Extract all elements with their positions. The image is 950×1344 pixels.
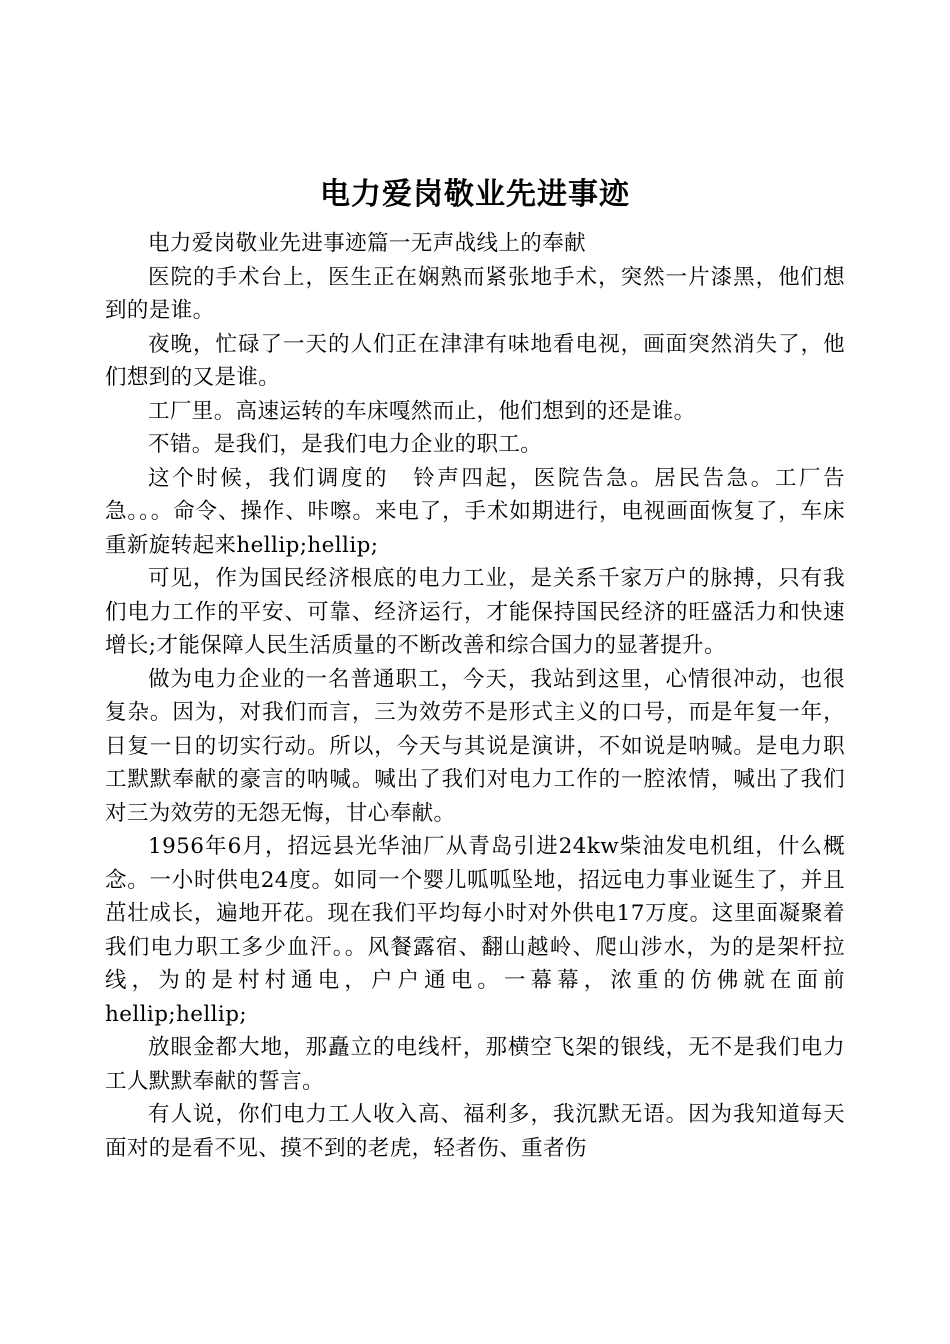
paragraph-4: 工厂里。高速运转的车床嘎然而止，他们想到的还是谁。 (148, 398, 696, 424)
page-title: 电力爱岗敬业先进事迹 (320, 177, 630, 212)
paragraph-2: 医院的手术台上，医生正在娴熟而紧张地手术，突然一片漆黑，他们想到的是谁。 (105, 264, 845, 323)
document-body (105, 227, 845, 1165)
paragraph-1: 电力爱岗敬业先进事迹篇一无声战线上的奉献 (148, 231, 587, 256)
paragraph-8: 做为电力企业的一名普通职工，今天，我站到这里，心情很冲动，也很复杂。因为，对我们而言，三为效劳不是形式主义的口号，而是年复一年，日复一日的切实行动。所以，今天与其说是演讲，不如说是呐喊。是电力职工默默奉献的豪言的呐喊。喊出了我们对电力工作的一腔浓情，喊出了我们对三为效劳的无怨无悔，甘心奉献。 (105, 666, 845, 826)
paragraph-5: 不错。是我们，是我们电力企业的职工。 (148, 432, 543, 457)
paragraph-6: 这个时候，我们调度的 铃声四起，医院告急。居民告急。工厂告急。。。命令、操作、咔嚓。来电了，手术如期进行，电视画面恢复了，车床重新旋转起来hellip;hellip; (105, 465, 845, 558)
paragraph-10: 放眼金都大地，那矗立的电线杆，那横空飞架的银线，无不是我们电力工人默默奉献的誓言。 (105, 1035, 845, 1094)
paragraph-11: 有人说，你们电力工人收入高、福利多，我沉默无语。因为我知道每天面对的是看不见、摸不到的老虎，轻者伤、重者伤 (105, 1102, 845, 1161)
paragraph-3: 夜晚，忙碌了一天的人们正在津津有味地看电视，画面突然消失了，他们想到的又是谁。 (105, 331, 845, 390)
paragraph-7: 可见，作为国民经济根底的电力工业，是关系千家万户的脉搏，只有我们电力工作的平安、可靠、经济运行，才能保持国民经济的旺盛活力和快速增长;才能保障人民生活质量的不断改善和综合国力的显著提升。 (105, 566, 845, 658)
paragraph-9: 1956年6月，招远县光华油厂从青岛引进24kw柴油发电机组，什么概念。一小时供电24度。如同一个婴儿呱呱坠地，招远电力事业诞生了，并且茁壮成长，遍地开花。现在我们平均每小时对外供电17万度。这里面凝聚着我们电力职工多少血汗。。风餐露宿、翻山越岭、爬山涉水，为的是架杆拉线，为的是村村通电，户户通电。一幕幕，浓重的仿佛就在面前hellip;hellip; (105, 834, 845, 1027)
